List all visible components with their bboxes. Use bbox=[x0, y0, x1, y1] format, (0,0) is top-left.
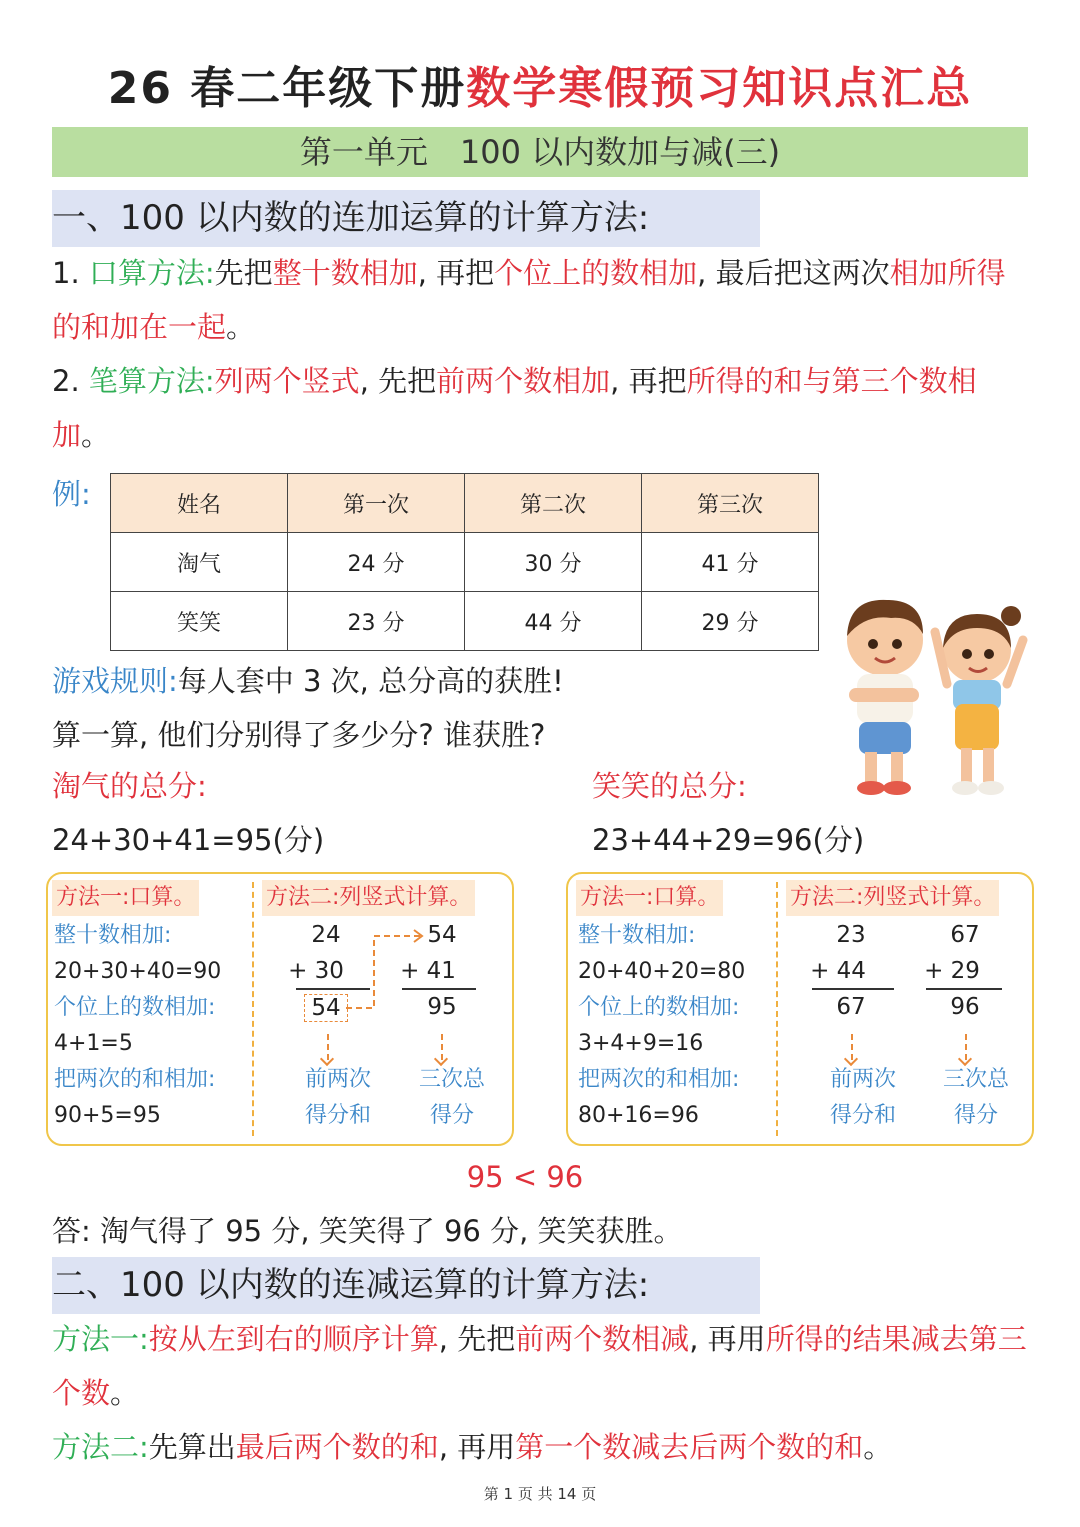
method1-step-label: 个位上的数相加: bbox=[578, 995, 740, 1020]
method1-step-label: 把两次的和相加: bbox=[54, 1067, 216, 1092]
carry-arrow bbox=[344, 928, 428, 1012]
method-label: 笔算方法: bbox=[88, 364, 215, 398]
title-red: 数学寒假预习知识点汇总 bbox=[466, 63, 973, 114]
highlight-text: 所得的结果减去第三个数 bbox=[52, 1322, 1027, 1410]
paragraph-mental-method bbox=[52, 246, 1032, 354]
method1-step-label: 把两次的和相加: bbox=[578, 1067, 740, 1092]
text: , 再把 bbox=[610, 364, 687, 398]
text: 。 bbox=[110, 1376, 140, 1410]
text: , 再用 bbox=[438, 1430, 516, 1464]
table-row bbox=[111, 592, 819, 651]
table-header: 第二次 bbox=[465, 474, 642, 533]
vertical-line bbox=[926, 988, 1002, 990]
item-number: 1. bbox=[52, 256, 89, 290]
method1-title: 方法一:口算。 bbox=[52, 880, 199, 916]
method1-step: 4+1=5 bbox=[54, 1031, 133, 1056]
table-cell: 笑笑 bbox=[111, 592, 288, 651]
answer-text: 答: 淘气得了 95 分, 笑笑得了 96 分, 笑笑获胜。 bbox=[52, 1214, 683, 1248]
highlight-text: 列两个竖式 bbox=[214, 364, 360, 398]
section-heading-1: 一、100 以内数的连加运算的计算方法: bbox=[52, 190, 760, 247]
method1-step: 3+4+9=16 bbox=[578, 1031, 704, 1056]
text: , 先把 bbox=[438, 1322, 516, 1356]
paragraph-written-method bbox=[52, 354, 1032, 462]
method1-step-label: 整十数相加: bbox=[578, 923, 696, 948]
subtract-method-2 bbox=[52, 1420, 1032, 1474]
table-header: 第三次 bbox=[642, 474, 819, 533]
page-footer: 第 1 页 共 14 页 bbox=[483, 1485, 597, 1503]
highlight-text: 最后两个数的和 bbox=[235, 1430, 439, 1464]
text: 。 bbox=[226, 310, 256, 344]
sum-label: 得分 bbox=[429, 1103, 474, 1128]
left-equation: 24+30+41=95(分) bbox=[52, 823, 325, 857]
vertical-sum: 54 bbox=[304, 994, 348, 1022]
method1-step: 80+16=96 bbox=[578, 1103, 699, 1128]
down-arrow bbox=[965, 1034, 969, 1060]
table-row bbox=[111, 533, 819, 592]
example-label: 例: bbox=[52, 477, 91, 511]
method-label: 方法一: bbox=[52, 1322, 149, 1356]
text: , 先把 bbox=[359, 364, 437, 398]
table-cell: 29 分 bbox=[642, 592, 819, 651]
highlight-text: 所得的和与第三个数相加 bbox=[52, 364, 977, 452]
text: 先把 bbox=[214, 256, 273, 290]
method-label: 口算方法: bbox=[88, 256, 215, 290]
text: 。 bbox=[81, 418, 111, 452]
highlight-text: 整十数相加 bbox=[272, 256, 418, 290]
method1-step-label: 个位上的数相加: bbox=[54, 995, 216, 1020]
text: , 再把 bbox=[417, 256, 495, 290]
table-header: 姓名 bbox=[111, 474, 288, 533]
method-label: 方法二: bbox=[52, 1430, 149, 1464]
sum-label: 得分和 bbox=[304, 1103, 371, 1128]
vertical-addend: 67 bbox=[950, 922, 980, 948]
vertical-addend: 24 bbox=[311, 922, 341, 948]
vertical-addend: + 44 bbox=[810, 958, 866, 984]
method1-step: 20+40+20=80 bbox=[578, 959, 746, 984]
down-arrow bbox=[327, 1034, 331, 1060]
down-arrow bbox=[441, 1034, 445, 1060]
table-cell: 24 分 bbox=[288, 533, 465, 592]
text: 。 bbox=[863, 1430, 893, 1464]
table-cell: 30 分 bbox=[465, 533, 642, 592]
vertical-sum: 96 bbox=[950, 994, 980, 1020]
page-title bbox=[0, 52, 1080, 116]
unit-banner: 第一单元 100 以内数加与减(三) bbox=[52, 127, 1028, 177]
method2-title: 方法二:列竖式计算。 bbox=[786, 880, 999, 916]
sum-label: 得分 bbox=[953, 1103, 998, 1128]
highlight-text: 第一个数减去后两个数的和 bbox=[515, 1430, 864, 1464]
vertical-sum: 95 bbox=[427, 994, 457, 1020]
vertical-addend: 54 bbox=[427, 922, 457, 948]
box-divider bbox=[252, 882, 254, 1136]
game-rule bbox=[52, 654, 1032, 708]
comparison: 95 < 96 bbox=[466, 1160, 584, 1194]
vertical-addend: + 41 bbox=[400, 958, 456, 984]
question-text: 算一算, 他们分别得了多少分? 谁获胜? bbox=[52, 718, 546, 752]
down-arrow bbox=[851, 1034, 855, 1060]
sum-label: 三次总 bbox=[942, 1067, 1009, 1092]
right-total-label: 笑笑的总分: bbox=[592, 769, 747, 803]
vertical-addend: + 29 bbox=[924, 958, 980, 984]
sum-label: 前两次 bbox=[304, 1067, 371, 1092]
text: 先算出 bbox=[148, 1430, 236, 1464]
highlight-text: 个位上的数相加 bbox=[494, 256, 698, 290]
subtract-method-1 bbox=[52, 1312, 1032, 1420]
right-equation: 23+44+29=96(分) bbox=[592, 823, 865, 857]
title-black: 26 春二年级下册 bbox=[107, 63, 467, 114]
rule-text: 每人套中 3 次, 总分高的获胜! bbox=[177, 664, 564, 698]
section-heading-2: 二、100 以内数的连减运算的计算方法: bbox=[52, 1257, 760, 1314]
right-method-box bbox=[566, 872, 1034, 1146]
table-header: 第一次 bbox=[288, 474, 465, 533]
text: , 最后把这两次 bbox=[697, 256, 890, 290]
vertical-addend: + 30 bbox=[288, 958, 344, 984]
left-total-label: 淘气的总分: bbox=[52, 769, 207, 803]
method1-step: 20+30+40=90 bbox=[54, 959, 222, 984]
method2-title: 方法二:列竖式计算。 bbox=[262, 880, 475, 916]
method1-step-label: 整十数相加: bbox=[54, 923, 172, 948]
highlight-text: 前两个数相加 bbox=[436, 364, 611, 398]
table-cell: 44 分 bbox=[465, 592, 642, 651]
sum-label: 前两次 bbox=[829, 1067, 896, 1092]
rule-label: 游戏规则: bbox=[52, 664, 178, 698]
method1-title: 方法一:口算。 bbox=[576, 880, 723, 916]
text: , 再用 bbox=[689, 1322, 766, 1356]
highlight-text: 相加所得的和加在一起 bbox=[52, 256, 1006, 344]
table-cell: 41 分 bbox=[642, 533, 819, 592]
vertical-addend: 23 bbox=[836, 922, 866, 948]
score-table bbox=[110, 473, 819, 651]
item-number: 2. bbox=[52, 364, 89, 398]
vertical-sum: 67 bbox=[836, 994, 866, 1020]
box-divider bbox=[776, 882, 778, 1136]
table-cell: 23 分 bbox=[288, 592, 465, 651]
table-header-row bbox=[111, 474, 819, 533]
vertical-line bbox=[812, 988, 894, 990]
table-cell: 淘气 bbox=[111, 533, 288, 592]
highlight-text: 前两个数相减 bbox=[515, 1322, 690, 1356]
left-method-box bbox=[46, 872, 514, 1146]
sum-label: 得分和 bbox=[829, 1103, 896, 1128]
highlight-text: 按从左到右的顺序计算 bbox=[148, 1322, 439, 1356]
method1-step: 90+5=95 bbox=[54, 1103, 161, 1128]
sum-label: 三次总 bbox=[418, 1067, 485, 1092]
